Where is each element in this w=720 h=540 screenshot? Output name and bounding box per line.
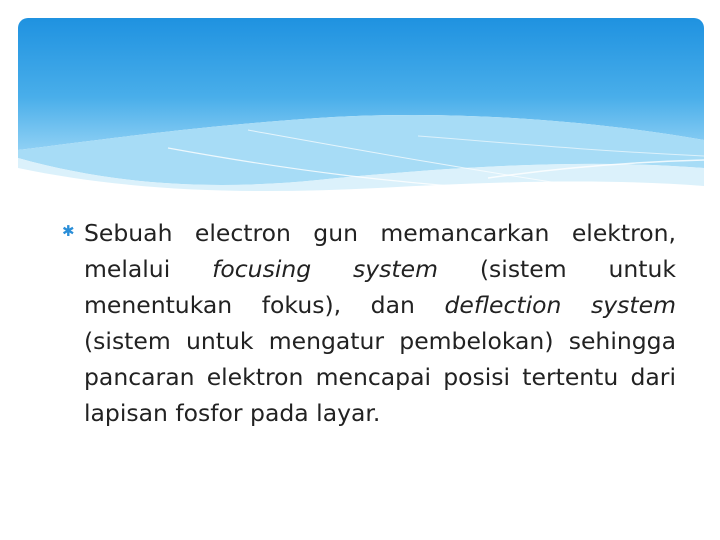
bullet-text-part-3: (sistem untuk mengatur pembelokan) sehingga pancaran elektron mencapai posisi tertentu dari lapisan fosfor pada layar.	[84, 327, 676, 427]
focusing-system-term: focusing system	[212, 255, 438, 283]
bullet-text-part-2: (sistem untuk menentukan fokus), dan	[84, 255, 676, 319]
deflection-system-term: deflection system	[444, 291, 676, 319]
content-area	[62, 215, 676, 431]
bullet-item	[62, 215, 676, 431]
bullet-text-part-1: Sebuah electron gun memancarkan elektron, melalui	[84, 219, 676, 283]
header-banner	[18, 18, 704, 198]
asterisk-icon: ✱	[62, 222, 75, 240]
bullet-text	[84, 219, 676, 427]
wave-decoration	[18, 18, 704, 198]
